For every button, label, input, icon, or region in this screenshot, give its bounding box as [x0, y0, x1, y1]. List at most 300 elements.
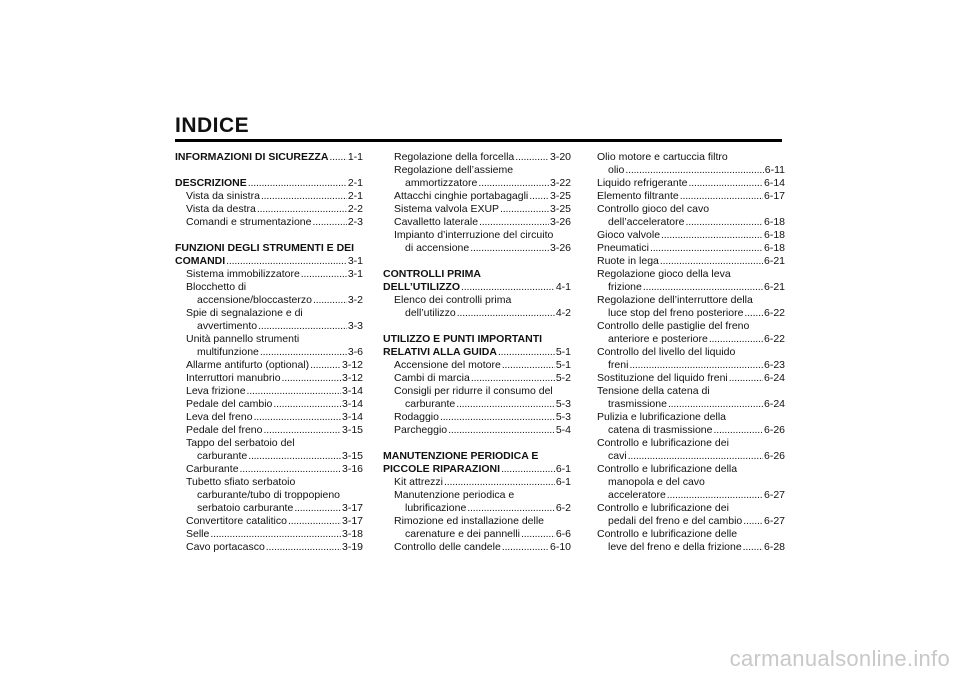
toc-entry-label: Regolazione gioco della leva — [597, 268, 731, 280]
toc-entry[interactable] — [597, 515, 785, 528]
toc-spacer — [175, 229, 363, 242]
title-rule — [175, 139, 782, 142]
toc-entry-label: Cavalletto laterale — [394, 216, 479, 228]
toc-page-number: 4-2 — [555, 307, 571, 319]
toc-entry[interactable] — [597, 359, 785, 372]
toc-entry-label: Leva del freno — [186, 411, 253, 423]
toc-entry — [175, 437, 363, 450]
toc-entry[interactable] — [383, 502, 571, 515]
toc-entry-label: dell’acceleratore — [608, 216, 685, 228]
toc-entry[interactable] — [597, 333, 785, 346]
toc-entry-label: Interruttori manubrio — [186, 372, 281, 384]
toc-page-number: 6-21 — [763, 281, 785, 293]
toc-entry-label: Carburante — [186, 463, 239, 475]
toc-entry-label: Consigli per ridurre il consumo del — [394, 385, 553, 397]
toc-leader-dots — [260, 346, 347, 359]
toc-page-number: 4-1 — [555, 281, 571, 293]
toc-entry[interactable] — [383, 359, 571, 372]
toc-entry — [175, 489, 363, 502]
toc-leader-dots — [261, 190, 347, 203]
toc-entry[interactable] — [175, 372, 363, 385]
toc-entry — [597, 476, 785, 489]
toc-page-number: 3-2 — [347, 294, 363, 306]
toc-entry[interactable] — [175, 502, 363, 515]
toc-entry[interactable] — [383, 411, 571, 424]
toc-page-number: 5-1 — [555, 346, 571, 358]
toc-entry-label: Kit attrezzi — [394, 476, 444, 488]
toc-entry-label: Controllo gioco del cavo — [597, 203, 710, 215]
toc-spacer — [383, 255, 571, 268]
toc-column-2 — [383, 151, 571, 554]
toc-section-heading — [383, 333, 571, 346]
toc-entry-label: DELL’UTILIZZO — [383, 281, 460, 293]
toc-page-number: 6-22 — [763, 307, 785, 319]
toc-entry[interactable] — [383, 151, 571, 164]
toc-page-number: 6-10 — [549, 541, 571, 553]
toc-leader-dots — [210, 528, 341, 541]
toc-entry-label: freni — [608, 359, 629, 371]
toc-leader-dots — [521, 528, 555, 541]
toc-entry-label: carburante — [197, 450, 248, 462]
toc-page-number: 3-19 — [341, 541, 363, 553]
toc-spacer — [383, 437, 571, 450]
toc-leader-dots — [479, 216, 549, 229]
toc-leader-dots — [310, 359, 341, 372]
toc-entry[interactable] — [175, 294, 363, 307]
toc-entry[interactable] — [597, 307, 785, 320]
toc-page-number: 3-1 — [347, 255, 363, 267]
toc-leader-dots — [461, 281, 555, 294]
toc-entry[interactable] — [175, 424, 363, 437]
toc-entry-label: dell’utilizzo — [405, 307, 456, 319]
toc-entry-label: Impianto d’interruzione del circuito — [394, 229, 554, 241]
toc-page-number: 2-2 — [347, 203, 363, 215]
toc-entry-label: RELATIVI ALLA GUIDA — [383, 346, 497, 358]
toc-entry-label: MANUTENZIONE PERIODICA E — [383, 450, 539, 462]
toc-leader-dots — [502, 359, 555, 372]
toc-section-heading[interactable] — [383, 346, 571, 359]
toc-entry-label: Blocchetto di — [186, 281, 247, 293]
toc-entry-label: Pedale del freno — [186, 424, 263, 436]
toc-page-number: 3-17 — [341, 502, 363, 514]
toc-leader-dots — [288, 515, 341, 528]
toc-leader-dots — [444, 476, 555, 489]
toc-entry — [383, 515, 571, 528]
toc-entry-label: Regolazione dell’assieme — [394, 164, 514, 176]
toc-entry — [597, 528, 785, 541]
toc-entry-label: PICCOLE RIPARAZIONI — [383, 463, 501, 475]
toc-entry-label: carenature e dei pannelli — [405, 528, 520, 540]
toc-entry-label: INFORMAZIONI DI SICUREZZA — [175, 151, 329, 163]
page-title: INDICE — [175, 114, 250, 137]
toc-leader-dots — [498, 346, 555, 359]
toc-page-number: 5-3 — [555, 411, 571, 423]
toc-page-number: 3-1 — [347, 268, 363, 280]
toc-page-number: 6-1 — [555, 476, 571, 488]
toc-page-number: 3-18 — [341, 528, 363, 540]
toc-entry-label: Tappo del serbatoio del — [186, 437, 295, 449]
toc-leader-dots — [667, 489, 763, 502]
toc-entry — [597, 203, 785, 216]
toc-entry-label: Liquido refrigerante — [597, 177, 688, 189]
toc-leader-dots — [744, 307, 763, 320]
toc-page-number: 2-1 — [347, 190, 363, 202]
toc-leader-dots — [629, 359, 763, 372]
toc-page-number: 6-18 — [763, 242, 785, 254]
toc-page-number: 3-25 — [549, 190, 571, 202]
watermark: carmanualsonline.info — [729, 646, 950, 671]
toc-entry — [597, 151, 785, 164]
toc-entry-label: Cavo portacasco — [186, 541, 265, 553]
toc-entry-label: accensione/bloccasterzo — [197, 294, 312, 306]
toc-leader-dots — [471, 372, 555, 385]
toc-entry-label: ammortizzatore — [405, 177, 478, 189]
toc-entry — [597, 294, 785, 307]
toc-column-3 — [597, 151, 785, 554]
toc-page-number: 3-26 — [549, 216, 571, 228]
toc-entry — [175, 307, 363, 320]
toc-leader-dots — [226, 255, 347, 268]
toc-leader-dots — [743, 541, 763, 554]
toc-page-number: 3-15 — [341, 424, 363, 436]
toc-entry-label: lubrificazione — [405, 502, 467, 514]
toc-leader-dots — [668, 398, 763, 411]
toc-leader-dots — [625, 164, 763, 177]
toc-entry-label: di accensione — [405, 242, 470, 254]
toc-leader-dots — [257, 203, 347, 216]
toc-page-number: 2-1 — [347, 177, 363, 189]
toc-leader-dots — [643, 281, 763, 294]
toc-page-number: 6-26 — [763, 450, 785, 462]
toc-page-number: 3-6 — [347, 346, 363, 358]
toc-entry[interactable] — [175, 359, 363, 372]
toc-entry — [597, 320, 785, 333]
toc-entry-label: DESCRIZIONE — [175, 177, 247, 189]
toc-entry — [175, 281, 363, 294]
toc-entry-label: Controllo del livello del liquido — [597, 346, 736, 358]
toc-entry-label: Rimozione ed installazione delle — [394, 515, 545, 527]
toc-entry[interactable] — [597, 242, 785, 255]
toc-leader-dots — [470, 242, 549, 255]
toc-entry-label: olio — [608, 164, 625, 176]
toc-entry-label: trasmissione — [608, 398, 667, 410]
toc-leader-dots — [680, 190, 763, 203]
toc-leader-dots — [500, 203, 549, 216]
toc-page-number: 3-14 — [341, 411, 363, 423]
toc-leader-dots — [301, 268, 347, 281]
toc-page-number: 3-12 — [341, 372, 363, 384]
toc-entry — [175, 476, 363, 489]
toc-leader-dots — [448, 424, 555, 437]
toc-entry-label: Spie di segnalazione e di — [186, 307, 303, 319]
toc-entry-label: Regolazione dell’interruttore della — [597, 294, 753, 306]
toc-page-number: 3-16 — [341, 463, 363, 475]
toc-page-number: 6-26 — [763, 424, 785, 436]
toc-page-number: 6-21 — [763, 255, 785, 267]
toc-leader-dots — [628, 450, 763, 463]
toc-page-number: 6-22 — [763, 333, 785, 345]
toc-entry-label: luce stop del freno posteriore — [608, 307, 744, 319]
toc-entry-label: Unità pannello strumenti — [186, 333, 300, 345]
toc-section-heading[interactable] — [175, 177, 363, 190]
toc-entry-label: Convertitore catalitico — [186, 515, 287, 527]
toc-leader-dots — [263, 424, 341, 437]
toc-entry[interactable] — [175, 268, 363, 281]
toc-entry-label: carburante — [405, 398, 456, 410]
toc-entry-label: Regolazione della forcella — [394, 151, 515, 163]
toc-entry — [383, 489, 571, 502]
toc-entry[interactable] — [597, 398, 785, 411]
toc-page-number: 3-17 — [341, 515, 363, 527]
toc-entry — [383, 294, 571, 307]
toc-page-number: 6-23 — [763, 359, 785, 371]
toc-entry[interactable] — [597, 164, 785, 177]
toc-entry-label: Controllo delle candele — [394, 541, 501, 553]
toc-entry[interactable] — [383, 177, 571, 190]
toc-page-number: 6-6 — [555, 528, 571, 540]
toc-leader-dots — [501, 463, 555, 476]
toc-entry-label: Ruote in lega — [597, 255, 659, 267]
toc-page-number: 3-20 — [549, 151, 571, 163]
toc-leader-dots — [529, 190, 549, 203]
toc-entry[interactable] — [383, 398, 571, 411]
toc-entry — [383, 164, 571, 177]
toc-leader-dots — [258, 320, 347, 333]
toc-leader-dots — [282, 372, 341, 385]
toc-entry-label: Controllo delle pastiglie del freno — [597, 320, 750, 332]
toc-entry-label: cavi — [608, 450, 627, 462]
toc-entry — [383, 385, 571, 398]
toc-entry-label: multifunzione — [197, 346, 259, 358]
toc-leader-dots — [478, 177, 549, 190]
toc-spacer — [175, 164, 363, 177]
toc-entry[interactable] — [597, 450, 785, 463]
toc-leader-dots — [248, 450, 341, 463]
toc-leader-dots — [313, 294, 347, 307]
toc-entry-label: Tensione della catena di — [597, 385, 710, 397]
toc-page-number: 6-1 — [555, 463, 571, 475]
toc-entry-label: carburante/tubo di troppopieno — [197, 489, 341, 501]
toc-entry[interactable] — [383, 242, 571, 255]
toc-entry-label: Selle — [186, 528, 210, 540]
toc-entry[interactable] — [175, 320, 363, 333]
toc-entry-label: serbatoio carburante — [197, 502, 294, 514]
toc-entry-label: Controllo e lubrificazione della — [597, 463, 738, 475]
toc-leader-dots — [247, 385, 341, 398]
toc-entry-label: Attacchi cinghie portabagagli — [394, 190, 529, 202]
toc-page-number: 6-27 — [763, 515, 785, 527]
toc-leader-dots — [688, 177, 763, 190]
toc-entry[interactable] — [383, 307, 571, 320]
toc-leader-dots — [273, 398, 341, 411]
toc-leader-dots — [248, 177, 347, 190]
toc-entry — [383, 229, 571, 242]
toc-page-number: 2-3 — [347, 216, 363, 228]
toc-entry-label: Parcheggio — [394, 424, 448, 436]
toc-leader-dots — [660, 255, 763, 268]
toc-entry-label: Vista da sinistra — [186, 190, 260, 202]
toc-entry[interactable] — [175, 463, 363, 476]
toc-entry — [597, 268, 785, 281]
toc-entry[interactable] — [175, 190, 363, 203]
toc-page-number: 6-28 — [763, 541, 785, 553]
toc-entry-label: Controllo e lubrificazione delle — [597, 528, 738, 540]
toc-section-heading[interactable] — [383, 281, 571, 294]
toc-entry[interactable] — [597, 424, 785, 437]
toc-page-number: 6-18 — [763, 216, 785, 228]
toc-page-number: 6-27 — [763, 489, 785, 501]
toc-leader-dots — [456, 398, 555, 411]
toc-column-1 — [175, 151, 363, 554]
toc-section-heading — [383, 268, 571, 281]
toc-entry[interactable] — [383, 476, 571, 489]
toc-leader-dots — [329, 151, 346, 164]
toc-entry-label: Olio motore e cartuccia filtro — [597, 151, 728, 163]
toc-entry[interactable] — [383, 541, 571, 554]
toc-section-heading[interactable] — [383, 463, 571, 476]
toc-page-number: 6-11 — [764, 164, 785, 176]
toc-leader-dots — [440, 411, 555, 424]
toc-page-number: 6-2 — [555, 502, 571, 514]
toc-section-heading[interactable] — [175, 151, 363, 164]
toc-entry-label: Cambi di marcia — [394, 372, 470, 384]
toc-entry[interactable] — [597, 541, 785, 554]
toc-entry — [597, 502, 785, 515]
toc-leader-dots — [467, 502, 555, 515]
toc-entry-label: Pneumatici — [597, 242, 649, 254]
toc-entry-label: Elenco dei controlli prima — [394, 294, 512, 306]
toc-entry-label: Allarme antifurto (optional) — [186, 359, 310, 371]
toc-page-number: 6-24 — [763, 372, 785, 384]
toc-page-number: 3-15 — [341, 450, 363, 462]
toc-section-heading — [383, 450, 571, 463]
toc-entry[interactable] — [383, 216, 571, 229]
toc-entry[interactable] — [383, 203, 571, 216]
toc-leader-dots — [240, 463, 341, 476]
toc-entry-label: Accensione del motore — [394, 359, 501, 371]
toc-entry-label: FUNZIONI DEGLI STRUMENTI E DEI — [175, 242, 355, 254]
toc-entry-label: COMANDI — [175, 255, 226, 267]
toc-entry-label: catena di trasmissione — [608, 424, 713, 436]
toc-entry-label: Controllo e lubrificazione dei — [597, 502, 729, 514]
toc-entry-label: avvertimento — [197, 320, 258, 332]
toc-entry-label: frizione — [608, 281, 642, 293]
toc-entry-label: Vista da destra — [186, 203, 256, 215]
toc-page-number: 3-22 — [549, 177, 571, 189]
toc-leader-dots — [650, 242, 763, 255]
toc-entry-label: pedali del freno e del cambio — [608, 515, 743, 527]
toc-entry-label: anteriore e posteriore — [608, 333, 708, 345]
toc-entry-label: Tubetto sfiato serbatoio — [186, 476, 296, 488]
toc-entry[interactable] — [383, 424, 571, 437]
toc-entry-label: Elemento filtrante — [597, 190, 679, 202]
toc-entry[interactable] — [597, 255, 785, 268]
toc-entry[interactable] — [175, 515, 363, 528]
toc-page-number: 5-2 — [555, 372, 571, 384]
toc-entry[interactable] — [597, 177, 785, 190]
toc-leader-dots — [266, 541, 341, 554]
toc-page-number: 5-3 — [555, 398, 571, 410]
toc-entry[interactable] — [597, 489, 785, 502]
toc-leader-dots — [685, 216, 763, 229]
toc-leader-dots — [294, 502, 341, 515]
toc-page-number: 6-18 — [763, 229, 785, 241]
toc-entry-label: Controllo e lubrificazione dei — [597, 437, 729, 449]
toc-entry-label: CONTROLLI PRIMA — [383, 268, 481, 280]
toc-leader-dots — [254, 411, 341, 424]
toc-leader-dots — [515, 151, 549, 164]
toc-entry-label: UTILIZZO E PUNTI IMPORTANTI — [383, 333, 543, 345]
toc-leader-dots — [502, 541, 549, 554]
toc-page-number: 1-1 — [347, 151, 363, 163]
toc-entry — [175, 333, 363, 346]
toc-leader-dots — [729, 372, 763, 385]
toc-section-heading[interactable] — [175, 255, 363, 268]
toc-entry[interactable] — [383, 372, 571, 385]
toc-entry — [597, 346, 785, 359]
toc-entry[interactable] — [175, 385, 363, 398]
toc-entry-label: acceleratore — [608, 489, 666, 501]
toc-entry — [597, 385, 785, 398]
toc-page-number: 6-24 — [763, 398, 785, 410]
toc-entry — [597, 437, 785, 450]
toc-entry[interactable] — [597, 372, 785, 385]
toc-entry-label: Rodaggio — [394, 411, 439, 423]
toc-leader-dots — [312, 216, 346, 229]
toc-entry[interactable] — [597, 229, 785, 242]
toc-entry-label: Sistema valvola EXUP — [394, 203, 500, 215]
toc-page-number: 6-17 — [763, 190, 785, 202]
toc-page-number: 3-26 — [549, 242, 571, 254]
toc-entry-label: Manutenzione periodica e — [394, 489, 515, 501]
toc-page-number: 3-14 — [341, 385, 363, 397]
toc-entry[interactable] — [175, 346, 363, 359]
toc-entry[interactable] — [597, 190, 785, 203]
toc-entry[interactable] — [175, 203, 363, 216]
toc-entry-label: Comandi e strumentazione — [186, 216, 312, 228]
toc-page-number: 3-3 — [347, 320, 363, 332]
toc-entry-label: Leva frizione — [186, 385, 246, 397]
toc-page-number: 6-14 — [763, 177, 785, 189]
toc-entry-label: manopola e del cavo — [608, 476, 705, 488]
toc-entry-label: Pedale del cambio — [186, 398, 273, 410]
toc-leader-dots — [457, 307, 555, 320]
toc-section-heading — [175, 242, 363, 255]
toc-page-number: 5-4 — [555, 424, 571, 436]
toc-entry[interactable] — [175, 411, 363, 424]
toc-entry[interactable] — [175, 216, 363, 229]
toc-entry[interactable] — [175, 450, 363, 463]
toc-entry — [597, 411, 785, 424]
toc-entry-label: Gioco valvole — [597, 229, 661, 241]
toc-entry — [597, 463, 785, 476]
toc-entry[interactable] — [175, 398, 363, 411]
toc-entry[interactable] — [597, 216, 785, 229]
toc-entry-label: Sostituzione del liquido freni — [597, 372, 728, 384]
toc-entry[interactable] — [175, 541, 363, 554]
toc-page-number: 3-12 — [341, 359, 363, 371]
toc-entry[interactable] — [597, 281, 785, 294]
toc-entry-label: leve del freno e della frizione — [608, 541, 742, 553]
toc-entry[interactable] — [383, 190, 571, 203]
toc-entry-label: Sistema immobilizzatore — [186, 268, 300, 280]
toc-entry[interactable] — [175, 528, 363, 541]
toc-entry[interactable] — [383, 528, 571, 541]
toc-page-number: 3-14 — [341, 398, 363, 410]
toc-leader-dots — [743, 515, 763, 528]
toc-leader-dots — [709, 333, 763, 346]
toc-leader-dots — [661, 229, 763, 242]
